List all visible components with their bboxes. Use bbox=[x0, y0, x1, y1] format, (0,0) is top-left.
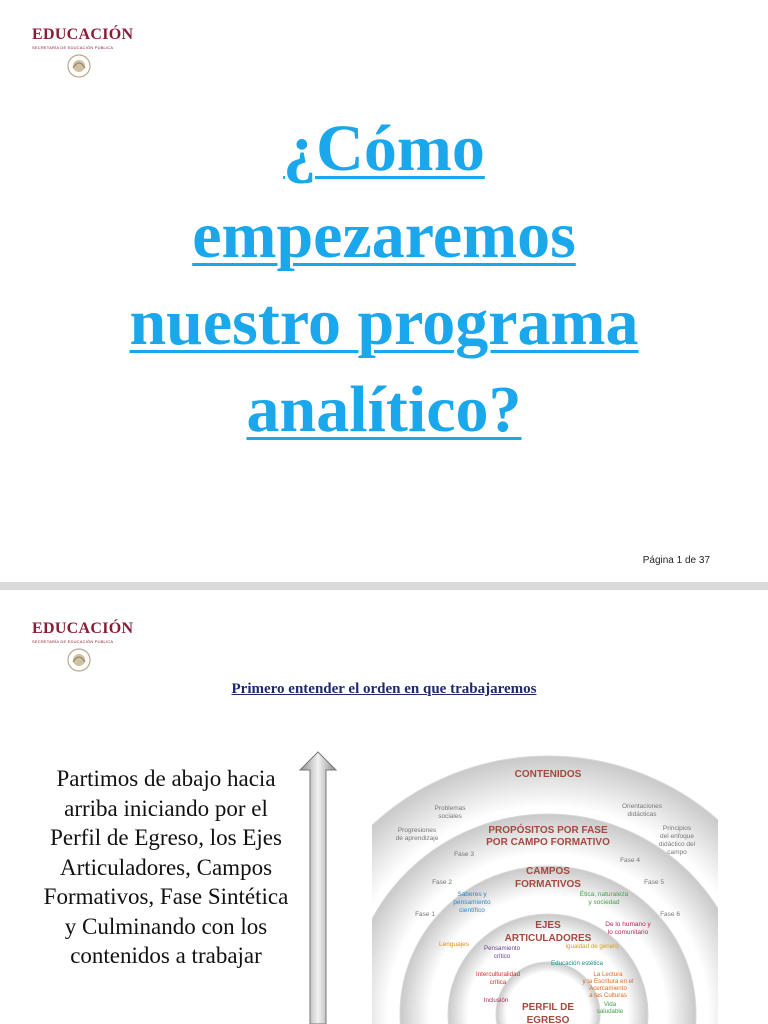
campo-lenguajes: Lenguajes bbox=[439, 941, 469, 948]
label-orientaciones-1: Orientaciones bbox=[621, 803, 663, 810]
curriculum-diagram bbox=[372, 750, 718, 1024]
title-line-1: ¿Cómo bbox=[283, 112, 485, 185]
eje-inclusion: Inclusión bbox=[483, 997, 509, 1004]
eje-lectura-1: La Lectura bbox=[593, 971, 623, 978]
eje-pensamiento-2: crítico bbox=[493, 953, 511, 960]
label-progresiones-1: Progresiones bbox=[397, 827, 437, 834]
label-fase2: Fase 2 bbox=[432, 879, 452, 886]
label-fase4: Fase 4 bbox=[620, 857, 640, 864]
eje-vida-2: saludable bbox=[596, 1008, 624, 1015]
ring-propositos-line2: POR CAMPO FORMATIVO bbox=[486, 837, 610, 848]
ring-ejes-line2: ARTICULADORES bbox=[504, 933, 592, 944]
label-fase6: Fase 6 bbox=[660, 911, 680, 918]
section-subtitle: Primero entender el orden en que trabajaremos bbox=[231, 681, 537, 697]
logo-text: EDUCACIÓN bbox=[32, 620, 134, 637]
logo-subtext: SECRETARÍA DE EDUCACIÓN PÚBLICA bbox=[32, 45, 114, 50]
title-line-3: nuestro programa bbox=[129, 286, 639, 359]
up-arrow-icon bbox=[296, 750, 340, 1024]
eje-lectura-4: a las Culturas bbox=[589, 992, 627, 999]
label-problemas-1: Problemas bbox=[434, 805, 466, 812]
campo-saberes-2: pensamiento bbox=[453, 899, 491, 906]
campo-humano-2: lo comunitario bbox=[607, 929, 649, 936]
label-principios-1: Principios bbox=[662, 825, 692, 832]
intro-paragraph: Partimos de abajo hacia arriba iniciando por el Perfil de Egreso, los Ejes Articuladores, Campos Formativos, Fase Sintética y Culminando con los contenidos a trabajar bbox=[43, 766, 289, 968]
title-line-2: empezaremos bbox=[192, 199, 576, 272]
label-orientaciones-2: didácticas bbox=[627, 811, 657, 818]
eje-igualdad: Igualdad de género bbox=[565, 943, 619, 950]
eje-intercultural-1: Interculturalidad bbox=[475, 971, 521, 978]
label-principios-4: campo bbox=[667, 849, 687, 856]
campo-saberes-1: Saberes y bbox=[457, 891, 487, 898]
label-fase1: Fase 1 bbox=[415, 911, 435, 918]
ring-perfil-line2: EGRESO bbox=[526, 1015, 570, 1024]
eje-lectura-2: y la Escritura en el bbox=[582, 978, 634, 985]
ring-propositos-line1: PROPÓSITOS POR FASE bbox=[488, 825, 608, 836]
label-fase3: Fase 3 bbox=[454, 851, 474, 858]
ring-perfil-line1: PERFIL DE bbox=[521, 1002, 575, 1013]
sep-logo bbox=[32, 620, 142, 673]
label-fase5: Fase 5 bbox=[644, 879, 664, 886]
eje-lectura-3: Acercamiento bbox=[589, 985, 627, 992]
label-principios-3: didáctico del bbox=[658, 841, 696, 848]
eje-pensamiento-1: Pensamiento bbox=[483, 945, 521, 952]
campo-etica-2: y sociedad bbox=[588, 899, 620, 906]
title-line-4: analítico? bbox=[246, 373, 522, 446]
seal-icon bbox=[64, 53, 94, 79]
page-number: Página 1 de 37 bbox=[642, 555, 710, 566]
label-principios-2: del enfoque bbox=[660, 833, 694, 840]
ring-ejes-line1: EJES bbox=[535, 920, 561, 931]
eje-vida-1: Vida bbox=[603, 1001, 617, 1008]
ring-contenidos: CONTENIDOS bbox=[514, 769, 582, 780]
main-title bbox=[40, 105, 728, 453]
eje-estetica: Educación estética bbox=[551, 960, 603, 967]
campo-saberes-3: científico bbox=[459, 907, 485, 914]
campo-etica-1: Ética, naturaleza bbox=[579, 891, 629, 898]
label-problemas-2: sociales bbox=[438, 813, 462, 820]
label-progresiones-2: de aprendizaje bbox=[395, 835, 439, 842]
ring-campos-line1: CAMPOS bbox=[526, 866, 570, 877]
sep-logo bbox=[32, 26, 142, 79]
campo-humano-1: De lo humano y bbox=[605, 921, 651, 928]
eje-intercultural-2: crítica bbox=[489, 979, 507, 986]
logo-subtext: SECRETARÍA DE EDUCACIÓN PÚBLICA bbox=[32, 639, 114, 644]
logo-text: EDUCACIÓN bbox=[32, 26, 134, 43]
document-page-2 bbox=[0, 590, 768, 1024]
ring-campos-line2: FORMATIVOS bbox=[515, 879, 581, 890]
seal-icon bbox=[64, 647, 94, 673]
